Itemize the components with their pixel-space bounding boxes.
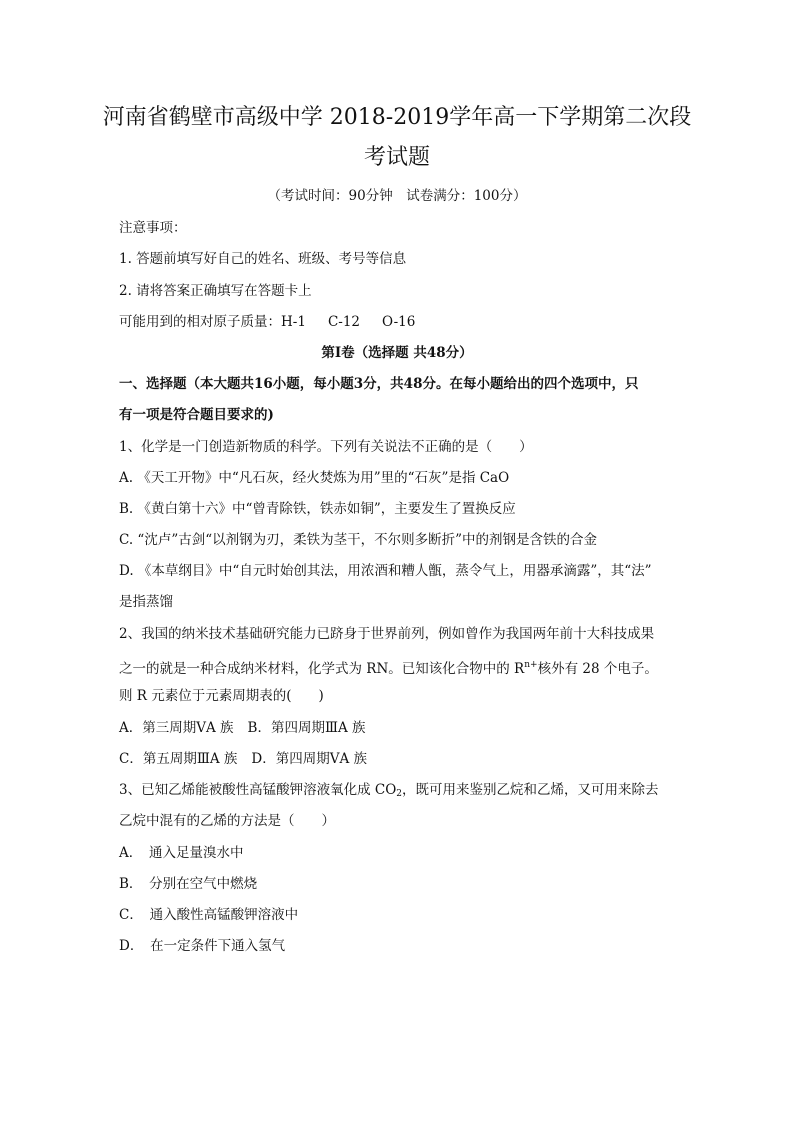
note-item: 1. 答题前填写好自己的姓名、班级、考号等信息 xyxy=(119,251,407,267)
q1-option-b: B. 《黄白第十六》中“曾青除铁，铁赤如铜”，主要发生了置换反应 xyxy=(119,501,516,517)
q2-stem-line3: 则 R 元素位于元素周期表的( ) xyxy=(119,688,324,704)
q1-option-a: A. 《天工开物》中“凡石灰，经火焚炼为用”里的“石灰”是指 CaO xyxy=(119,470,510,486)
q2-option-c: C．第五周期ⅢA 族 xyxy=(119,751,238,767)
q2-options-row1 xyxy=(119,718,679,738)
q3-stem-line1-text: 3、已知乙烯能被酸性高锰酸钾溶液氧化成 CO xyxy=(119,782,397,798)
exam-title-line2: 考试题 xyxy=(363,145,430,170)
exam-title-line1: 河南省鹤壁市高级中学 2018-2019学年高一下学期第二次段 xyxy=(102,105,692,130)
q3-option-d: D． 在一定条件下通入氢气 xyxy=(119,938,286,954)
q2-stem-line2 xyxy=(119,655,679,679)
q1-stem: 1、化学是一门创造新物质的科学。下列有关说法不正确的是（ ） xyxy=(119,439,533,455)
q2-option-d: D．第四周期ⅤA 族 xyxy=(251,751,368,767)
q2-options-row2 xyxy=(119,749,679,769)
atomic-mass-o: O-16 xyxy=(382,314,416,330)
atomic-mass-line xyxy=(119,312,679,332)
q2-option-a: A．第三周期ⅤA 族 xyxy=(119,720,234,736)
notes-heading: 注意事项： xyxy=(119,220,187,236)
atomic-mass-c: C-12 xyxy=(327,314,361,330)
atomic-mass-label: 可能用到的相对原子质量： xyxy=(119,314,281,330)
q2-stem-line2-text: 之一的就是一种合成纳米材料，化学式为 RN。已知该化合物中的 R xyxy=(119,661,525,677)
q3-stem-line1 xyxy=(119,780,679,804)
q1-option-c: C. “沈卢”古剑“以剂钢为刃，柔铁为茎干，不尔则多断折”中的剂钢是含铁的合金 xyxy=(119,532,598,548)
exam-info: （考试时间：90分钟 试卷满分：100分） xyxy=(267,188,527,204)
section-title: 第Ⅰ卷（选择题 共48分） xyxy=(321,345,473,361)
q1-option-d-line1: D. 《本草纲目》中“自元时始创其法，用浓酒和糟人甑，蒸令气上，用器承滴露”，其“法” xyxy=(119,563,652,579)
q3-option-c: C． 通入酸性高锰酸钾溶液中 xyxy=(119,907,299,923)
q3-stem-line1-tail: ，既可用来鉴别乙烷和乙烯，又可用来除去 xyxy=(402,782,659,798)
note-item: 2. 请将答案正确填写在答题卡上 xyxy=(119,283,312,299)
atomic-mass-h: H-1 xyxy=(281,314,306,330)
q2-ion-charge: n+ xyxy=(524,660,538,670)
section-instruction-line1: 一、选择题（本大题共16小题，每小题3分，共48分。在每小题给出的四个选项中，只 xyxy=(119,376,639,392)
q3-stem-line2: 乙烷中混有的乙烯的方法是（ ） xyxy=(119,813,335,829)
q3-co2-subscript: 2 xyxy=(396,789,403,799)
q1-option-d-line2: 是指蒸馏 xyxy=(119,594,173,610)
q3-option-a: A． 通入足量溴水中 xyxy=(119,845,244,861)
q2-stem-line2-tail: 核外有 28 个电子。 xyxy=(537,661,658,677)
q2-stem-line1: 2、我国的纳米技术基础研究能力已跻身于世界前列，例如曾作为我国两年前十大科技成果 xyxy=(119,626,655,642)
q2-option-b: B．第四周期ⅢA 族 xyxy=(247,720,366,736)
q3-option-b: B． 分别在空气中燃烧 xyxy=(119,876,258,892)
section-instruction-line2: 有一项是符合题目要求的) xyxy=(119,407,274,423)
